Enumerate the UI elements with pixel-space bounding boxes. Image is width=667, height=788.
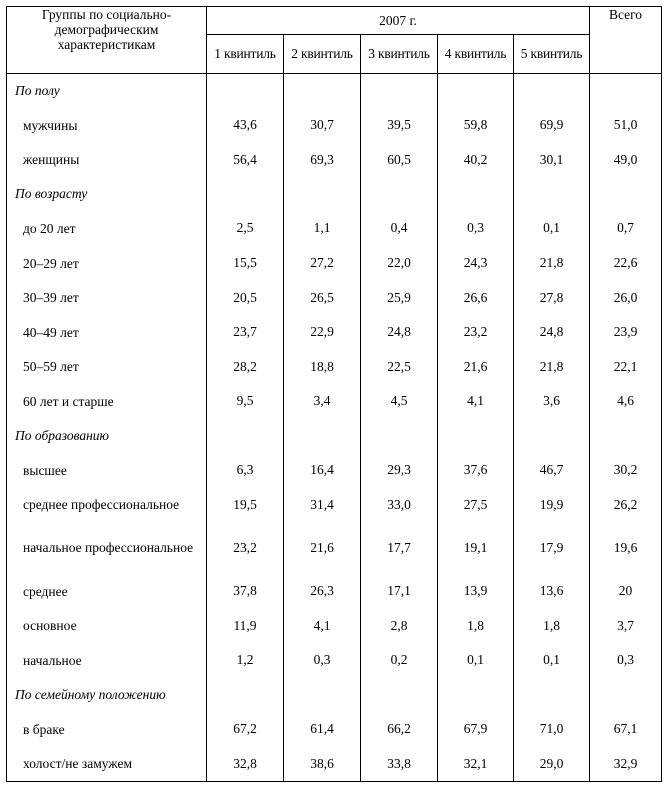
table-body	[7, 74, 662, 782]
quintile-5-value: 30,1	[514, 143, 590, 178]
total-value: 0,3	[590, 643, 662, 678]
section-row	[7, 678, 662, 712]
quintile-5-value: 21,8	[514, 350, 590, 385]
quintile-5-value: 69,9	[514, 108, 590, 143]
quintile-2-value: 26,5	[284, 280, 361, 315]
table-row	[7, 712, 662, 747]
empty-cell	[284, 74, 361, 109]
total-value: 51,0	[590, 108, 662, 143]
total-value: 22,6	[590, 246, 662, 281]
quintile-1-value: 37,8	[207, 574, 284, 609]
row-label: высшее	[7, 453, 207, 488]
table-row	[7, 522, 662, 574]
quintile-2-value: 31,4	[284, 487, 361, 522]
quintile-5-value: 46,7	[514, 453, 590, 488]
quintile-4-value: 67,9	[438, 712, 514, 747]
quintile-3-value: 22,0	[361, 246, 438, 281]
row-label: женщины	[7, 143, 207, 178]
empty-cell	[207, 678, 284, 712]
quintile-2-value: 16,4	[284, 453, 361, 488]
quintile-2-value: 4,1	[284, 609, 361, 644]
quintile-1-value: 20,5	[207, 280, 284, 315]
total-value: 30,2	[590, 453, 662, 488]
total-value: 32,9	[590, 746, 662, 781]
table-row	[7, 609, 662, 644]
quintile-4-value: 21,6	[438, 350, 514, 385]
empty-cell	[438, 419, 514, 453]
empty-cell	[284, 177, 361, 211]
section-title: По образованию	[7, 419, 207, 453]
table-row	[7, 746, 662, 781]
statistics-table	[6, 6, 662, 782]
total-value: 4,6	[590, 384, 662, 419]
empty-cell	[438, 678, 514, 712]
quintile-3-value: 39,5	[361, 108, 438, 143]
quintile-5-value: 3,6	[514, 384, 590, 419]
quintile-4-value: 13,9	[438, 574, 514, 609]
row-label: мужчины	[7, 108, 207, 143]
quintile-4-value: 4,1	[438, 384, 514, 419]
total-value: 0,7	[590, 211, 662, 246]
quintile-5-value: 17,9	[514, 522, 590, 574]
quintile-5-header: 5 квинтиль	[514, 35, 590, 74]
quintile-1-value: 2,5	[207, 211, 284, 246]
quintile-4-value: 19,1	[438, 522, 514, 574]
quintile-3-value: 17,1	[361, 574, 438, 609]
total-value: 19,6	[590, 522, 662, 574]
row-label: среднее профессиональное	[7, 487, 207, 522]
quintile-1-value: 9,5	[207, 384, 284, 419]
empty-cell	[284, 419, 361, 453]
total-value: 20	[590, 574, 662, 609]
quintile-4-value: 0,3	[438, 211, 514, 246]
quintile-2-value: 1,1	[284, 211, 361, 246]
empty-cell	[361, 419, 438, 453]
quintile-5-value: 1,8	[514, 609, 590, 644]
quintile-3-value: 33,8	[361, 746, 438, 781]
quintile-5-value: 13,6	[514, 574, 590, 609]
empty-cell	[590, 678, 662, 712]
table-row	[7, 643, 662, 678]
total-column-header: Всего	[590, 7, 662, 74]
quintile-4-value: 40,2	[438, 143, 514, 178]
quintile-2-value: 27,2	[284, 246, 361, 281]
table-row	[7, 211, 662, 246]
quintile-4-value: 26,6	[438, 280, 514, 315]
empty-cell	[207, 74, 284, 109]
section-row	[7, 74, 662, 109]
quintile-2-value: 26,3	[284, 574, 361, 609]
row-label: среднее	[7, 574, 207, 609]
quintile-4-value: 37,6	[438, 453, 514, 488]
quintile-3-value: 66,2	[361, 712, 438, 747]
quintile-4-value: 27,5	[438, 487, 514, 522]
empty-cell	[590, 419, 662, 453]
quintile-5-value: 71,0	[514, 712, 590, 747]
quintile-1-value: 28,2	[207, 350, 284, 385]
table-row	[7, 350, 662, 385]
quintile-1-value: 11,9	[207, 609, 284, 644]
total-value: 26,0	[590, 280, 662, 315]
quintile-1-value: 19,5	[207, 487, 284, 522]
total-value: 49,0	[590, 143, 662, 178]
row-label: холост/не замужем	[7, 746, 207, 781]
empty-cell	[590, 177, 662, 211]
row-label: 60 лет и старше	[7, 384, 207, 419]
section-title: По возрасту	[7, 177, 207, 211]
empty-cell	[514, 419, 590, 453]
quintile-3-value: 22,5	[361, 350, 438, 385]
row-label: 40–49 лет	[7, 315, 207, 350]
quintile-4-value: 0,1	[438, 643, 514, 678]
empty-cell	[361, 678, 438, 712]
quintile-4-value: 32,1	[438, 746, 514, 781]
total-value: 67,1	[590, 712, 662, 747]
quintile-1-value: 43,6	[207, 108, 284, 143]
table-row	[7, 108, 662, 143]
row-label: 20–29 лет	[7, 246, 207, 281]
total-value: 26,2	[590, 487, 662, 522]
table-row	[7, 280, 662, 315]
quintile-2-value: 3,4	[284, 384, 361, 419]
empty-cell	[207, 419, 284, 453]
quintile-4-header: 4 квинтиль	[438, 35, 514, 74]
quintile-4-value: 24,3	[438, 246, 514, 281]
quintile-1-value: 6,3	[207, 453, 284, 488]
total-value: 23,9	[590, 315, 662, 350]
quintile-3-value: 25,9	[361, 280, 438, 315]
quintile-3-header: 3 квинтиль	[361, 35, 438, 74]
empty-cell	[438, 74, 514, 109]
empty-cell	[514, 177, 590, 211]
quintile-5-value: 29,0	[514, 746, 590, 781]
quintile-3-value: 29,3	[361, 453, 438, 488]
quintile-3-value: 0,2	[361, 643, 438, 678]
quintile-2-value: 38,6	[284, 746, 361, 781]
total-value: 22,1	[590, 350, 662, 385]
row-label: 50–59 лет	[7, 350, 207, 385]
total-value: 3,7	[590, 609, 662, 644]
table-row	[7, 487, 662, 522]
table-row	[7, 246, 662, 281]
quintile-3-value: 4,5	[361, 384, 438, 419]
empty-cell	[438, 177, 514, 211]
quintile-5-value: 0,1	[514, 643, 590, 678]
quintile-3-value: 0,4	[361, 211, 438, 246]
quintile-1-value: 1,2	[207, 643, 284, 678]
table-row	[7, 315, 662, 350]
empty-cell	[207, 177, 284, 211]
quintile-1-value: 15,5	[207, 246, 284, 281]
quintile-2-header: 2 квинтиль	[284, 35, 361, 74]
empty-cell	[514, 678, 590, 712]
table-row	[7, 143, 662, 178]
empty-cell	[284, 678, 361, 712]
row-label: основное	[7, 609, 207, 644]
row-label: 30–39 лет	[7, 280, 207, 315]
quintile-2-value: 69,3	[284, 143, 361, 178]
quintile-2-value: 18,8	[284, 350, 361, 385]
quintile-3-value: 60,5	[361, 143, 438, 178]
quintile-5-value: 24,8	[514, 315, 590, 350]
empty-cell	[590, 74, 662, 109]
year-header: 2007 г.	[207, 7, 590, 35]
table-row	[7, 574, 662, 609]
empty-cell	[361, 74, 438, 109]
section-title: По полу	[7, 74, 207, 109]
quintile-2-value: 61,4	[284, 712, 361, 747]
table-row	[7, 453, 662, 488]
table-header	[7, 7, 662, 74]
quintile-1-value: 56,4	[207, 143, 284, 178]
quintile-4-value: 23,2	[438, 315, 514, 350]
quintile-5-value: 27,8	[514, 280, 590, 315]
quintile-2-value: 21,6	[284, 522, 361, 574]
quintile-1-value: 23,2	[207, 522, 284, 574]
quintile-4-value: 1,8	[438, 609, 514, 644]
table-row	[7, 384, 662, 419]
section-title: По семейному положению	[7, 678, 207, 712]
quintile-3-value: 24,8	[361, 315, 438, 350]
quintile-1-value: 23,7	[207, 315, 284, 350]
quintile-2-value: 0,3	[284, 643, 361, 678]
quintile-5-value: 0,1	[514, 211, 590, 246]
quintile-3-value: 17,7	[361, 522, 438, 574]
quintile-3-value: 33,0	[361, 487, 438, 522]
row-label: начальное профессиональное	[7, 522, 207, 574]
quintile-1-value: 67,2	[207, 712, 284, 747]
group-column-header: Группы по социально-демографическим характеристикам	[7, 7, 207, 74]
row-label: начальное	[7, 643, 207, 678]
quintile-1-header: 1 квинтиль	[207, 35, 284, 74]
empty-cell	[514, 74, 590, 109]
row-label: до 20 лет	[7, 211, 207, 246]
quintile-3-value: 2,8	[361, 609, 438, 644]
section-row	[7, 177, 662, 211]
quintile-5-value: 19,9	[514, 487, 590, 522]
quintile-2-value: 30,7	[284, 108, 361, 143]
row-label: в браке	[7, 712, 207, 747]
quintile-5-value: 21,8	[514, 246, 590, 281]
empty-cell	[361, 177, 438, 211]
quintile-4-value: 59,8	[438, 108, 514, 143]
quintile-2-value: 22,9	[284, 315, 361, 350]
section-row	[7, 419, 662, 453]
quintile-1-value: 32,8	[207, 746, 284, 781]
